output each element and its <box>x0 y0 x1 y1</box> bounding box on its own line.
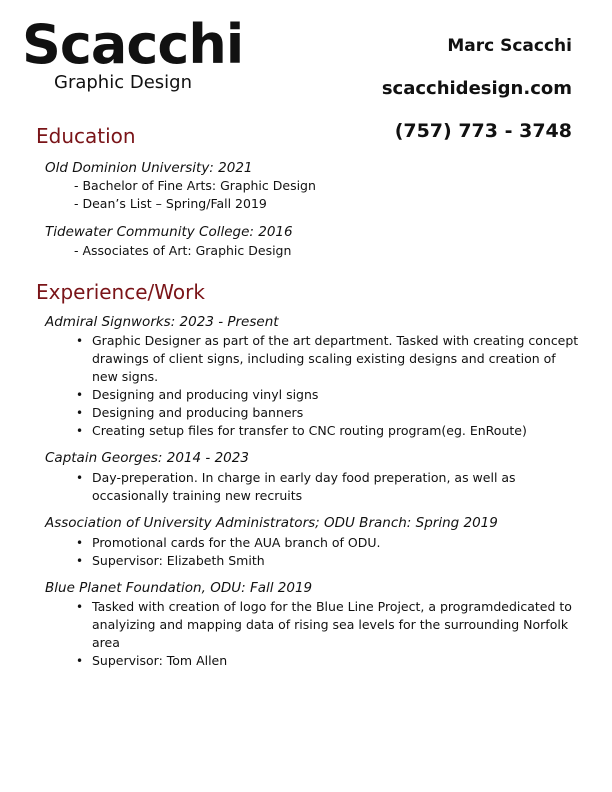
bullet-text: Tasked with creation of logo for the Blue Line Project, a programdedicated to analyizing and mapping data of rising sea levels for the surrounding Norfolk area <box>92 599 572 650</box>
bullet-glyph: • <box>76 654 84 668</box>
bullet-text: Designing and producing vinyl signs <box>92 387 319 402</box>
bullet-glyph: • <box>76 554 84 568</box>
experience-entry-title: Admiral Signworks: 2023 - Present <box>45 314 279 330</box>
experience-bullet-list <box>74 598 584 670</box>
education-entry-title: Old Dominion University: 2021 <box>45 160 253 176</box>
experience-heading: Experience/Work <box>36 280 205 304</box>
experience-entry-title: Blue Planet Foundation, ODU: Fall 2019 <box>45 580 313 596</box>
experience-bullet <box>74 552 584 570</box>
bullet-text: Supervisor: Tom Allen <box>92 653 228 668</box>
education-item: - Bachelor of Fine Arts: Graphic Design <box>74 178 316 193</box>
subtitle: Graphic Design <box>54 72 192 93</box>
bullet-text: Creating setup files for transfer to CNC routing program(eg. EnRoute) <box>92 423 527 438</box>
bullet-text: Graphic Designer as part of the art department. Tasked with creating concept drawings of client signs, including scaling existing designs and creation of new signs. <box>92 333 579 384</box>
experience-entry-title: Association of University Administrators; ODU Branch: Spring 2019 <box>45 515 498 531</box>
experience-bullet <box>74 598 584 652</box>
education-heading: Education <box>36 124 136 148</box>
contact-phone: (757) 773 - 3748 <box>394 120 572 142</box>
experience-bullet <box>74 652 584 670</box>
experience-bullet <box>74 422 584 440</box>
experience-bullet <box>74 469 584 505</box>
bullet-glyph: • <box>76 600 84 614</box>
bullet-glyph: • <box>76 471 84 485</box>
education-entry-title: Tidewater Community College: 2016 <box>45 224 293 240</box>
experience-bullet-list <box>74 534 584 570</box>
bullet-text: Day-preperation. In charge in early day food preperation, as well as occasionally training new recruits <box>92 470 516 503</box>
bullet-glyph: • <box>76 388 84 402</box>
experience-bullet-list <box>74 469 584 505</box>
experience-bullet <box>74 404 584 422</box>
experience-bullet-list <box>74 332 584 440</box>
bullet-text: Designing and producing banners <box>92 405 304 420</box>
contact-name: Marc Scacchi <box>447 36 572 56</box>
experience-bullet <box>74 534 584 552</box>
logo: Scacchi <box>22 13 244 76</box>
experience-bullet <box>74 332 584 386</box>
bullet-glyph: • <box>76 424 84 438</box>
experience-bullet <box>74 386 584 404</box>
bullet-glyph: • <box>76 406 84 420</box>
education-item: - Associates of Art: Graphic Design <box>74 243 292 258</box>
bullet-glyph: • <box>76 536 84 550</box>
bullet-text: Promotional cards for the AUA branch of ODU. <box>92 535 381 550</box>
contact-website: scacchidesign.com <box>381 78 572 99</box>
bullet-glyph: • <box>76 334 84 348</box>
experience-entry-title: Captain Georges: 2014 - 2023 <box>45 450 249 466</box>
bullet-text: Supervisor: Elizabeth Smith <box>92 553 265 568</box>
education-item: - Dean’s List – Spring/Fall 2019 <box>74 196 267 211</box>
